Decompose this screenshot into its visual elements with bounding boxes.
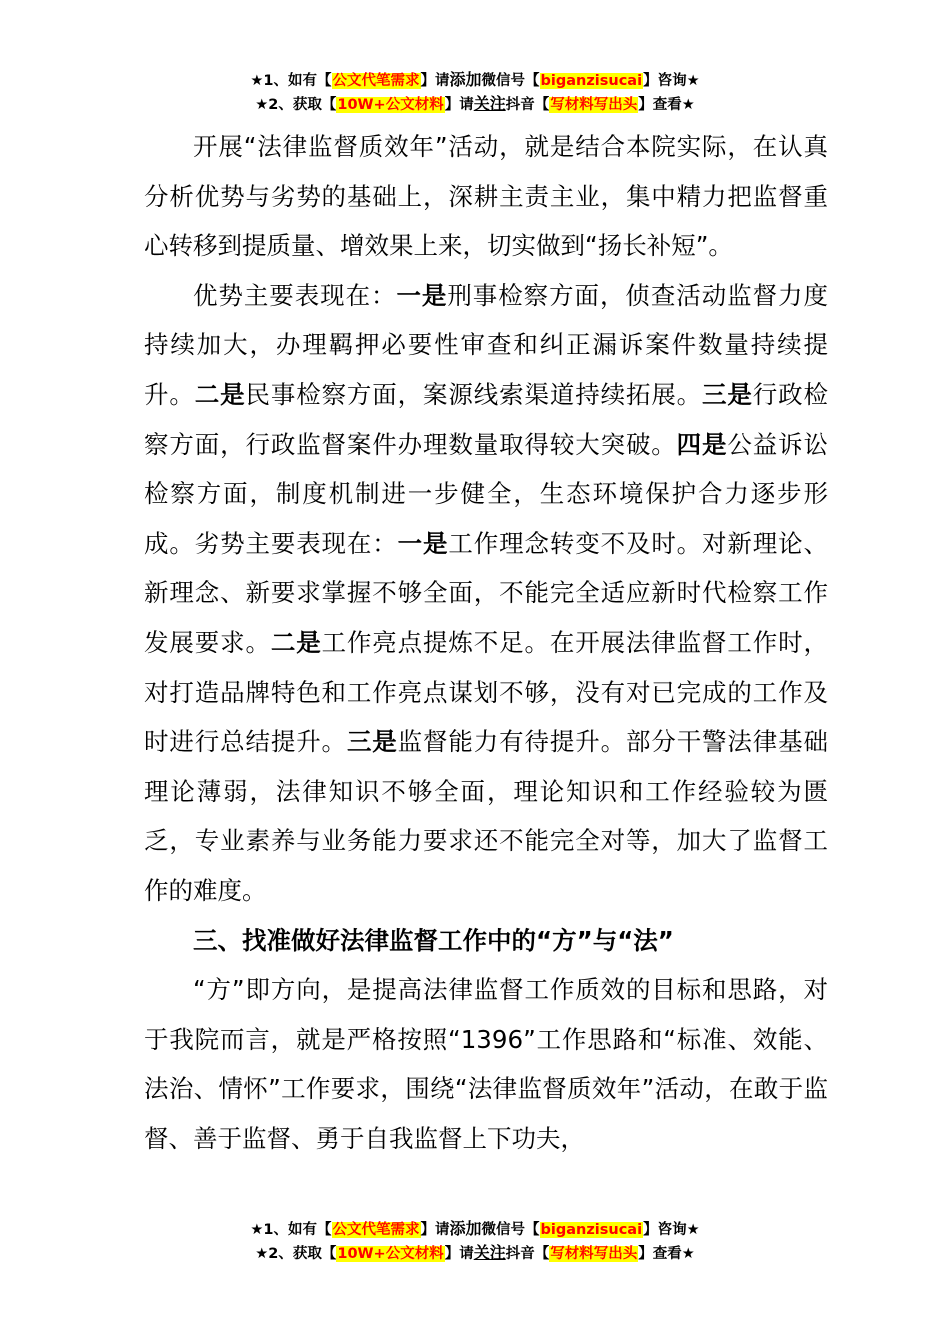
banner-highlight: 写材料写出头	[550, 1246, 638, 1262]
banner-text: 】请	[444, 1246, 474, 1262]
header-banner	[0, 68, 950, 116]
banner-highlight: 公文代笔需求	[332, 1222, 420, 1238]
banner-text: 微信号【	[481, 73, 540, 89]
banner-text: ★1、如有【	[250, 73, 332, 89]
bold-marker: 四是	[676, 429, 728, 459]
banner-text: ★1、如有【	[250, 1222, 332, 1238]
paragraph-1: 开展“法律监督质效年”活动，就是结合本院实际，在认真分析优势与劣势的基础上，深耕主责主业，集中精力把监督重心转移到提质量、增效果上来，切实做到“扬长补短”。	[144, 132, 828, 261]
banner-text: 抖音【	[505, 1246, 550, 1262]
bold-marker: 一是	[396, 280, 448, 310]
banner-highlight: 10W+公文材料	[337, 1246, 444, 1262]
banner-line-2	[0, 1241, 950, 1265]
text-run: 优势主要表现在：	[193, 280, 397, 310]
banner-highlight: 写材料写出头	[550, 97, 638, 113]
banner-text: 】咨询★	[643, 73, 700, 89]
bold-marker: 二是	[270, 627, 322, 657]
document-body	[144, 122, 828, 1163]
banner-text: 】请	[444, 97, 474, 113]
text-run: 公益诉讼检察方面，制度机制进一步健全，生态环境保护合力逐步形成。劣势主要表现在：	[144, 429, 829, 558]
banner-keyword: 关注	[473, 94, 506, 113]
banner-keyword: 添加	[449, 70, 482, 89]
bold-marker: 一是	[397, 528, 449, 558]
banner-text: ★2、获取【	[255, 97, 337, 113]
banner-text: 微信号【	[481, 1222, 540, 1238]
text-run: 监督能力有待提升。部分干警法律基础理论薄弱，法律知识不够全面，理论知识和工作经验较为匮乏，专业素养与业务能力要求还不能完全对等，加大了监督工作的难度。	[144, 727, 829, 905]
banner-highlight: 公文代笔需求	[332, 73, 420, 89]
paragraph-3: “方”即方向，是提高法律监督工作质效的目标和思路，对于我院而言，就是严格按照“1396”工作思路和“标准、效能、法治、情怀”工作要求，围绕“法律监督质效年”活动，在敢于监督、善于监督、勇于自我监督上下功夫，	[144, 975, 828, 1153]
bold-marker: 二是	[194, 379, 246, 409]
paragraph-2	[144, 271, 828, 916]
text-run: 刑事检察方面，侦查活动监督力度持续加大，办理羁押必要性审查和纠正漏诉案件数量持续提升。	[144, 280, 828, 409]
text-run: 行政检察方面，行政监督案件办理数量取得较大突破。	[144, 379, 829, 459]
footer-banner	[0, 1217, 950, 1265]
banner-highlight: biganzisucai	[540, 73, 643, 89]
banner-text: 】咨询★	[643, 1222, 700, 1238]
banner-text: 】请	[420, 73, 450, 89]
banner-highlight: biganzisucai	[540, 1222, 643, 1238]
banner-line-1	[0, 68, 950, 92]
banner-line-2	[0, 92, 950, 116]
banner-highlight: 10W+公文材料	[337, 97, 444, 113]
text-run: 工作亮点提炼不足。在开展法律监督工作时，对打造品牌特色和工作亮点谋划不够，没有对已完成的工作及时进行总结提升。	[144, 627, 829, 757]
banner-text: 】请	[420, 1222, 450, 1238]
banner-text: 抖音【	[505, 97, 550, 113]
bold-marker: 三是	[346, 727, 398, 757]
banner-text: ★2、获取【	[255, 1246, 337, 1262]
section-heading: 三、找准做好法律监督工作中的“方”与“法”	[193, 925, 674, 955]
banner-line-1	[0, 1217, 950, 1241]
text-run: 民事检察方面，案源线索渠道持续拓展。	[245, 379, 703, 409]
text-run: 工作理念转变不及时。对新理论、新理念、新要求掌握不够全面，不能完全适应新时代检察工作发展要求。	[144, 528, 829, 657]
banner-text: 】查看★	[638, 1246, 695, 1262]
banner-text: 】查看★	[638, 97, 695, 113]
banner-keyword: 关注	[473, 1243, 506, 1262]
banner-keyword: 添加	[449, 1219, 482, 1238]
bold-marker: 三是	[702, 379, 753, 409]
